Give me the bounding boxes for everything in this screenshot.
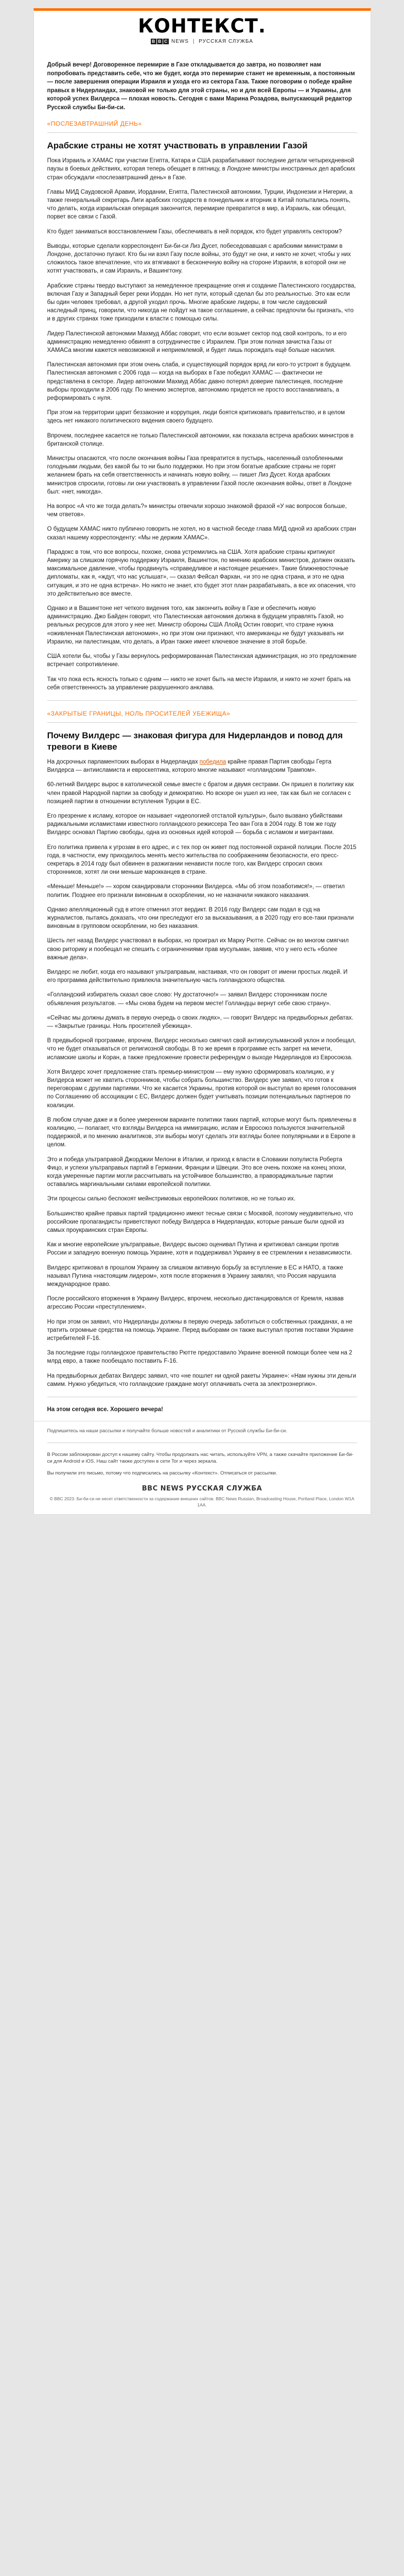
article-paragraph: Однако и в Вашингтоне нет четкого видения того, как закончить войну в Газе и обеспечить новую администрацию. Джо Байден говорит, что Палестинская автономия должна в будущем управлять Газой, но реальных ресурсов для этого у нее нет. Министр обороны США Ллойд Остин говорит, что стране нужна «оживленная Палестинская автономия», но при этом они признают, что американцы не будут указывать ни Израилю, ни палестинцам, что делать, а Иран также имеет ключевое значение в этой борьбе. <box>47 605 344 645</box>
article-paragraph: Большинство крайне правых партий традиционно имеют тесные связи с Москвой, поэтому неудивительно, что российские пропагандисты приветствуют победу Вилдерса в Нидерландах, которые раньше были одной из самых проукраинских стран Европы. <box>47 1210 353 1234</box>
kontekst-logo: КОНТЕКСТ. <box>138 15 266 37</box>
article-paragraph: Выводы, которые сделали корреспондент Би-би-си Лиз Дусет, побеседовавшая с арабскими министрами в Лондоне, достаточно пугают. Кто бы ни взял Газу после войны, это будут не они, и никто не хочет, чтобы у них сложилось такое впечатление, что их втягивают в бесконечную войну на стороне Израиля, в которой они не хотят участвовать, и сам Израиль, и Вашингтону. <box>47 243 351 275</box>
footer-bottom <box>47 1485 357 1508</box>
intro-text: Добрый вечер! Договоренное перемирие в Газе откладывается до завтра, но позволяет нам попробовать представить себе, что же будет, когда это перемирие станет не временным, а постоянным — после завершения операции Израиля и ухода его из сектора Газа. Также поговорим о победе крайне правых в Нидерландах, знаковой не только для этой страны, но и для всей Европы — и Украины, для которой успех Вилдерса — плохая новость. Сегодня с вами Марина Розадова, выпускающий редактор Русской службы Би-би-си. <box>47 62 355 111</box>
article-paragraph: «Голландский избиратель сказал свое слово: Ну достаточно!» — заявил Вилдерс сторонникам после объявления результатов. — «Мы снова будем на первом месте! Голландцы вернут себе свою страну». <box>47 992 331 1007</box>
article-paragraph: В любом случае даже и в более умеренном варианте политики таких партий, которые могут быть привлечены в коалицию, — полагает, что взгляды Вилдерса на иммиграцию, ислам и Евросоюз пользуются значительной поддержкой, и по мнению аналитиков, эти выборы могут сделать эти взгляды более популярными и в Европе в целом. <box>47 1116 357 1148</box>
bbc-letter-c: C <box>163 39 169 44</box>
article-paragraph: За последние годы голландское правительство Рютте предоставило Украине военной помощи более чем на 2 млрд евро, а также пообещало поставить F-16. <box>47 1350 353 1365</box>
article-paragraph: Главы МИД Саудовской Аравии, Иордании, Египта, Палестинской автономии, Турции, Индонезии и Нигерии, а также генеральный секретарь Лиги арабских государств в понедельник и вторник в Китай попытались понять, что делать, когда израильская операция закончится, перемирие превратится в мир, а Израиль, как обещал, порвет все связи с Газой. <box>47 189 353 221</box>
article-paragraph: Вилдерс критиковал в прошлом Украину за слишком активную борьбу за вступление в ЕС и НАТО, а также называл Путина «настоящим лидером», хотя после вторжения в Украину заявлял, что Россия нарушила международное право. <box>47 1264 343 1288</box>
article-paragraph: Лидер Палестинской автономии Махмуд Аббас говорит, что если возьмет сектор под свой контроль, то и его администрацию немедленно обвинят в сотрудничестве с Израилем. При этом полная зачистка Газы от ХАМАСа многим кажется невозможной и неприемлемой, и будет лишь порождать ещё больше насилия. <box>47 330 347 353</box>
masthead <box>47 11 357 48</box>
article-paragraph: Впрочем, последнее касается не только Палестинской автономии, как показала встреча арабских министров в британской столице. <box>47 432 354 447</box>
footer-access-note: В России заблокирован доступ к нашему сайту. Чтобы продолжать нас читать, используйте VPN, а также скачайте приложение Би-би-си для Android и iOS. Наш сайт также доступен в сети Tor и через зеркала. <box>47 1452 354 1465</box>
article-paragraph: Так что пока есть ясность только с одним — никто не хочет быть на месте Израиля, и никто не хочет брать на себя ответственность за управление разрушенного анклава. <box>47 676 351 691</box>
bbc-russian-logo <box>47 39 357 44</box>
section-divider <box>47 700 357 701</box>
article-paragraph: При этом на территории царит беззаконие и коррупция, люди боятся критиковать правительство, и в целом здесь нет никакого политического видения своего будущего. <box>47 410 345 425</box>
article-paragraph: Пока Израиль и ХАМАС при участии Египта, Катара и США разрабатывают последние детали четырехдневной паузы в боевых действиях, которая теперь обещает в пятницу, в Лондоне министры иностранных дел арабских стран обсуждали «послезавтрашний день» в Газе. <box>47 158 356 181</box>
footer-bbc-logo: BBC NEWS РУССКАЯ СЛУЖБА <box>142 1485 262 1493</box>
article-paragraph: США хотели бы, чтобы у Газы вернулось реформированная Палестинская администрация, но это предложение встречает сопротивление. <box>47 653 357 668</box>
bbc-letter-b2: B <box>157 39 163 44</box>
section-label-gaza: «ПОСЛЕЗАВТРАШНИЙ ДЕНЬ» <box>47 119 357 133</box>
article-paragraph: О будущем ХАМАС никто публично говорить не хотел, но в частной беседе глава МИД одной из арабских стран сказал нашему корреспонденту: «Мы не держим ХАМАС». <box>47 526 356 541</box>
paragraph-text: На досрочных парламентских выборах в Нидерландах <box>47 758 200 765</box>
article-paragraph: Хотя Вилдерс хочет предложение стать премьер-министром — ему нужно сформировать коалицию, и у Вилдерса может не хватить сторонников, чтобы собрать большинство. Вилдерс уже заявил, что готов к переговорам с другими партиями. Что же касается Украины, против которой он выступал во время голосования по Соглашению об ассоциации с ЕС, Вилдерс должен будет учитывать позиции потенциальных партнеров по коалиции. <box>47 1069 357 1109</box>
article-title-wilders: Почему Вилдерс — знаковая фигура для Нидерландов и повод для тревоги в Киеве <box>47 730 343 752</box>
article-link-won[interactable]: победила <box>199 758 226 765</box>
article-paragraph: Парадокс в том, что все вопросы, похоже, снова устремились на США. Хотя арабские страны критикуют Америку за слишком горячую поддержку Израиля, Вашингтон, по мнению арабских министров, должен оказать максимальное давление, чтобы продвинуть «справедливое и настоящее решение». Такие ближневосточные дипломаты, как я, «ждут, что нас услышат», — сказал Фейсал Фархан, «и это не одна страна, и это не одна ситуация, и это не одна встреча». Но никто не знает, кто будет этот план разрабатывать, а все их опасения, что это действительно все вместе. <box>47 549 356 597</box>
article-paragraph-with-link <box>47 758 357 774</box>
footer-unsubscribe-note[interactable]: Вы получили это письмо, потому что подписались на рассылку «Контекст». Отписаться от рассылки. <box>47 1470 277 1477</box>
service-label: РУССКАЯ СЛУЖБА <box>199 39 253 44</box>
newsletter-footer <box>33 1421 371 1515</box>
logo-divider: | <box>192 39 195 44</box>
article-paragraph: В предвыборной программе, впрочем, Вилдерс несколько смягчил свой антимусульманский уклон и пообещал, что не будет отказываться от религиозной свободы. В то же время в программе есть запрет на мечети, исламские школы и Коран, а также предложение провести референдум о выходе Нидерландов из Евросоюза. <box>47 1038 356 1061</box>
section-label-wilders: «ЗАКРЫТЫЕ ГРАНИЦЫ, НОЛЬ ПРОСИТЕЛЕЙ УБЕЖИЩА» <box>47 709 357 723</box>
article-paragraph: Его политика привела к угрозам в его адрес, и с тех пор он живет под постоянной охраной полиции. После 2015 года, в частности, ему приходилось менять место жительства по соображениям безопасности, его пресс-секретарь в 2014 году был обвинен в разжигании ненависти после того, как Вилдерс спросил своих сторонников, хотят ли они меньше марокканцев в стране. <box>47 844 357 876</box>
article-paragraph: «Сейчас мы должны думать в первую очередь о своих людях», — говорит Вилдерс на предвыборных дебатах. — «Закрытые границы. Ноль просителей убежища». <box>47 1014 354 1029</box>
article-title-gaza: Арабские страны не хотят участвовать в управлении Газой <box>47 141 308 151</box>
article-paragraph: Но при этом он заявил, что Нидерланды должны в первую очередь заботиться о собственных гражданах, а не тратить огромные средства на помощь Украине. Перед выборами он также выступал против поставки Украине истребителей F-16. <box>47 1318 354 1342</box>
article-paragraph: Это и победа ультраправой Джорджии Мелони в Италии, и приход к власти в Словакии популиста Роберта Фицо, и успехи ультраправых партий в Германии, Франции и Швеции. Это все очень похоже на конец эпохи, когда умеренные партии могли рассчитывать на устойчивое большинство, а праворадикальные партии оставались маргинальными силами европейской политики. <box>47 1156 346 1188</box>
article-paragraph: 60-летний Вилдерс вырос в католической семье вместе с братом и двумя сестрами. Он пришел в политику как член правой Народной партии за свободу и демократию. Но вскоре он ушел из нее, так как был не согласен с позицией партии в отношении вступления Турции в ЕС. <box>47 782 354 805</box>
article-paragraph: После российского вторжения в Украину Вилдерс, впрочем, несколько дистанцировался от Кремля, назвав агрессию России «преступлением». <box>47 1296 344 1311</box>
footer-subscribe-note[interactable]: Подпишитесь на наши рассылки и получайте больше новостей и аналитики от Русской службы Би-би-си. <box>47 1428 287 1434</box>
article-paragraph: Шесть лет назад Вилдерс участвовал в выборах, но проиграл их Марку Рютте. Сейчас он во многом смягчил свою риторику и пообещал не спешить с ограничениями прав мусульман, заявив, что у него есть «более важные дела». <box>47 938 349 961</box>
article-paragraph: Его презрение к исламу, которое он называет «идеологией отсталой культуры», было вызвано убийствами радикальными исламистами известного голландского режиссера Тео ван Гога в 2004 году. В том же году Вилдерс основал Партию свободы, одна из основных идей которой — борьба с исламом и мигрантами. <box>47 812 343 836</box>
footer-legal-text: © BBC 2023. Би-би-си не несет ответственности за содержание внешних сайтов. BBC News Russian, Broadcasting House, Portland Place, London W1A 1AA. <box>49 1496 355 1508</box>
article-paragraph: Однако апелляционный суд в итоге отменил этот вердикт. В 2016 году Вилдерс сам подал в суд на журналистов, пытаясь доказать, что они преследуют его за высказывания, а в 2020 году его все-таки признали виновным в групповом оскорблении, но без наказания. <box>47 906 354 930</box>
article-paragraph: Палестинская автономия при этом очень слаба, и существующий порядок вряд ли кого-то устроит в будущем. Палестинская автономия с 2006 года — когда на выборах в Газе победил ХАМАС — фактически не представлена в секторе. Лидер автономии Махмуд Аббас давно потерял доверие палестинцев, последние выборы проходили в 2006 году. По мнению экспертов, автономию придется не просто восстанавливать, а реформировать с нуля. <box>47 362 352 402</box>
article-paragraph: Министры опасаются, что после окончания войны Газа превратится в пустырь, населенный озлобленными голодными людьми, без какой бы то ни было поддержки. Но при этом богатые арабские страны не горят желанием брать на себя ответственность и начинать новую войну, — пишет Лиз Дусет. Когда арабских министров спросили, готовы ли они участвовать в управлении Газой после окончания войны, ответ в Лондоне был: «нет, никогда». <box>47 455 352 495</box>
article-paragraph: Вилдерс не любит, когда его называют ультраправым, настаивая, что он говорит от имени простых людей. И его программа действительно привлекла значительную часть голландского общества. <box>47 969 348 984</box>
article-paragraph: На вопрос «А что же тогда делать?» министры отвечали хорошо знакомой фразой «У нас вопросов больше, чем ответов». <box>47 503 347 518</box>
article-paragraph: «Меньше! Меньше!» — хором скандировали сторонники Вилдерса. «Мы об этом позаботимся!», — ответил политик. Позднее его признали виновным в оскорблении, но не назначили никакого наказания. <box>47 884 345 899</box>
news-label: NEWS <box>171 39 189 44</box>
article-paragraph: Арабские страны твердо выступают за немедленное прекращение огня и создание Палестинского государства, включая Газу и Западный берег реки Иордан. Но нет пути, который сделал бы это реальностью. Это как если бы один человек требовал, а другой уходил прочь. Многие арабские лидеры, в том числе саудовский наследный принц, говорили, что никогда не пойдут на такое соглашение, а сейчас предпочли бы признать, что и в других странах тоже приходили к власти с помощью силы. <box>47 282 356 323</box>
article-paragraph: Кто будет заниматься восстановлением Газы, обеспечивать в ней порядок, кто будет управлять сектором? <box>47 228 342 235</box>
article-paragraph: Как и многие европейские ультраправые, Вилдерс высоко оценивал Путина и критиковал санкции против России и западную военную помощь Украине, хотя и поддерживал Украину в ее стремлении к независимости. <box>47 1242 352 1257</box>
article-paragraph: Эти процессы сильно беспокоят мейнстримовых европейских политиков, но не только их. <box>47 1196 296 1202</box>
bbc-letter-b1: B <box>151 39 156 44</box>
newsletter-card <box>33 8 371 1421</box>
newsletter-page <box>33 0 371 1522</box>
article-paragraph: На предвыборных дебатах Вилдерс заявил, что «не пошлет ни одной ракеты Украине»: «Нам нужны эти деньги самим. Нужно убедиться, что голландские граждане могут оплачивать счета за электроэнергию». <box>47 1372 356 1387</box>
paragraph-text: крайне правая Партия свободы Герта Вилдерса — антиисламиста и евроскептика, которого многие называют «голландским Трампом». <box>47 758 331 774</box>
signoff-text: На этом сегодня все. Хорошего вечера! <box>47 1406 163 1413</box>
